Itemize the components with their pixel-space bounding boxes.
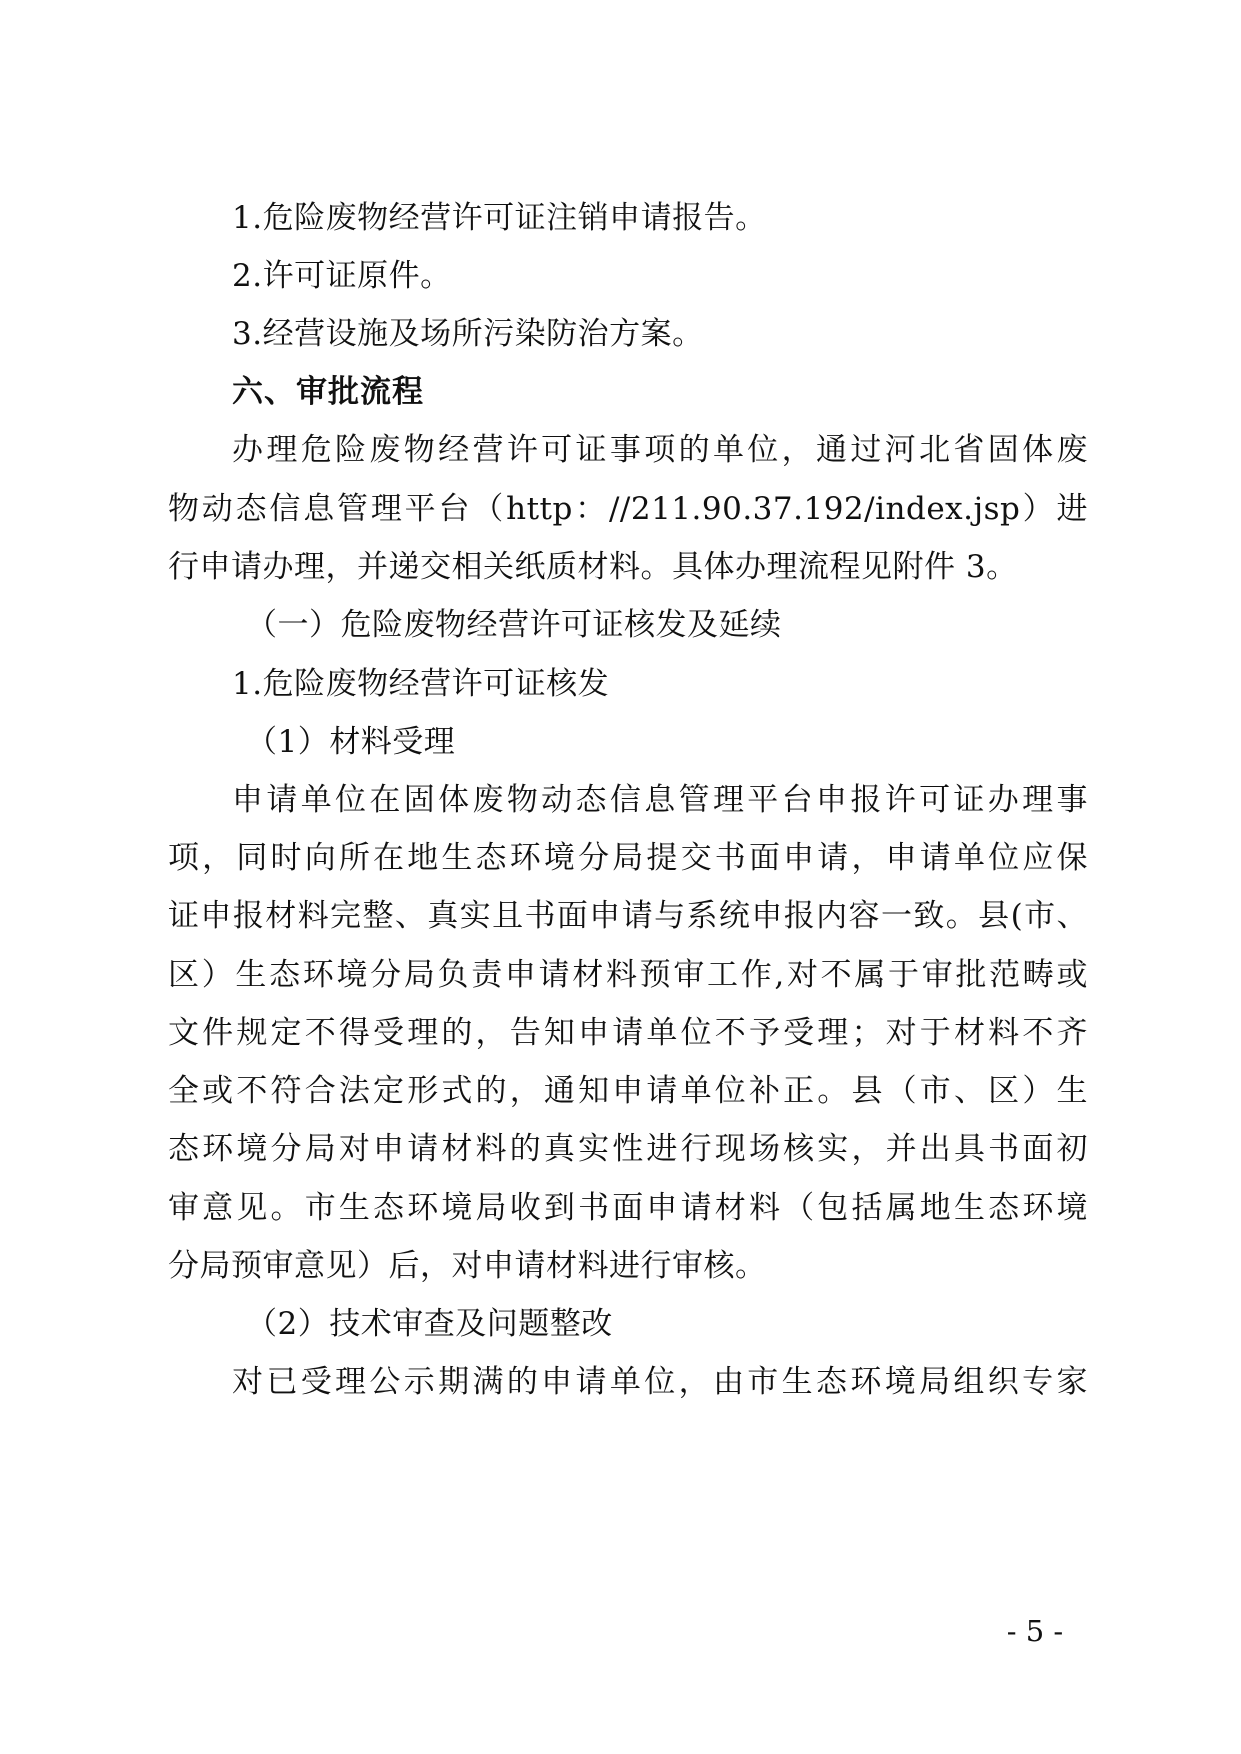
subsection-heading: （一）危险废物经营许可证核发及延续 xyxy=(246,607,782,643)
intro-paragraph-line-1: 办理危险废物经营许可证事项的单位，通过河北省固体废 xyxy=(232,432,1088,468)
intro-paragraph-line-3: 行申请办理，并递交相关纸质材料。具体办理流程见附件 3。 xyxy=(168,549,1018,585)
step-1-paragraph-line-8: 审意见。市生态环境局收到书面申请材料（包括属地生态环境 xyxy=(168,1190,1088,1226)
step-2-paragraph-line-1: 对已受理公示期满的申请单位，由市生态环境局组织专家 xyxy=(232,1364,1088,1400)
step-1-paragraph-line-3: 证申报材料完整、真实且书面申请与系统申报内容一致。县(市、 xyxy=(168,898,1088,934)
step-1-paragraph-line-1: 申请单位在固体废物动态信息管理平台申报许可证办理事 xyxy=(232,782,1088,818)
list-item-original-license: 2.许可证原件。 xyxy=(232,258,452,294)
item-heading: 1.危险废物经营许可证核发 xyxy=(232,666,610,702)
step-1-paragraph-line-6: 全或不符合法定形式的，通知申请单位补正。县（市、区）生 xyxy=(168,1073,1088,1109)
step-1-paragraph-line-9: 分局预审意见）后，对申请材料进行审核。 xyxy=(168,1248,767,1284)
step-1-paragraph-line-7: 态环境分局对申请材料的真实性进行现场核实，并出具书面初 xyxy=(168,1131,1088,1167)
section-heading: 六、审批流程 xyxy=(232,374,424,410)
intro-paragraph-line-2: 物动态信息管理平台（http：//211.90.37.192/index.jsp）进 xyxy=(168,491,1088,527)
page-number: - 5 - xyxy=(1006,1614,1064,1648)
step-1-paragraph-line-5: 文件规定不得受理的，告知申请单位不予受理；对于材料不齐 xyxy=(168,1015,1088,1051)
step-1-heading: （1）材料受理 xyxy=(246,724,456,760)
step-2-heading: （2）技术审查及问题整改 xyxy=(246,1306,613,1342)
step-1-paragraph-line-4: 区）生态环境分局负责申请材料预审工作,对不属于审批范畴或 xyxy=(168,957,1088,993)
list-item-cancellation-report: 1.危险废物经营许可证注销申请报告。 xyxy=(232,200,767,236)
step-1-paragraph-line-2: 项，同时向所在地生态环境分局提交书面申请，申请单位应保 xyxy=(168,840,1088,876)
list-item-pollution-plan: 3.经营设施及场所污染防治方案。 xyxy=(232,316,704,352)
